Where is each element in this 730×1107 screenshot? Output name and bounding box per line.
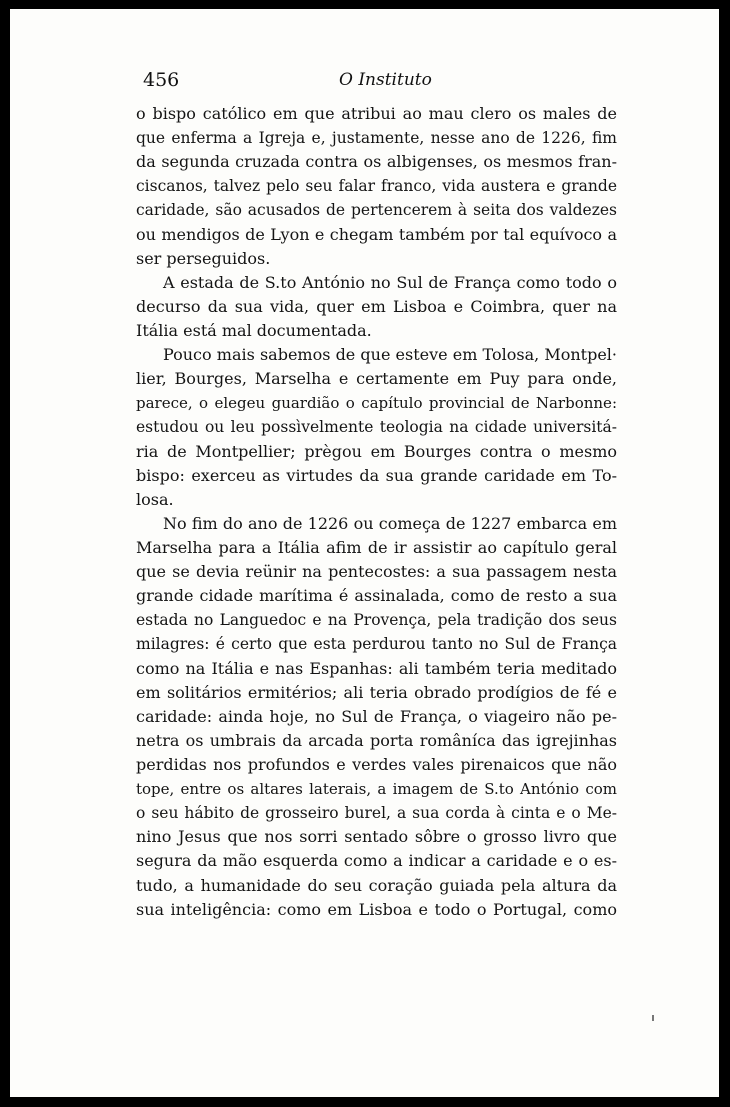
- text-line: grande cidade marítima é assinalada, como de resto a sua: [136, 586, 617, 606]
- text-line: tope, entre os altares laterais, a imagem de S.to António com: [136, 780, 617, 799]
- text-line: em solitários ermitérios; ali teria obrado prodígios de fé e: [136, 682, 617, 702]
- text-line: tudo, a humanidade do seu coração guiada pela altura da: [136, 875, 617, 895]
- page-header: [143, 69, 625, 99]
- text-line: da segunda cruzada contra os albigenses, os mesmos fran-: [136, 152, 617, 172]
- paragraph-start-line: Pouco mais sabemos de que esteve em Tolosa, Montpel·: [163, 345, 617, 365]
- text-line: parece, o elegeu guardião o capítulo provincial de Narbonne:: [136, 394, 617, 413]
- text-line: ou mendigos de Lyon e chegam também por tal equívoco a: [136, 224, 617, 244]
- text-line: caridade: ainda hoje, no Sul de França, o viageiro não pe-: [136, 706, 617, 726]
- text-line: o seu hábito de grosseiro burel, a sua corda à cinta e o Me-: [136, 804, 617, 823]
- paper-speck: [652, 1015, 654, 1021]
- text-line: losa.: [136, 489, 174, 509]
- text-line: ser perseguidos.: [136, 248, 271, 268]
- page-number: 456: [143, 69, 180, 91]
- text-line: caridade, são acusados de pertencerem à seita dos valdezes: [136, 201, 617, 220]
- text-line: como na Itália e nas Espanhas: ali também teria meditado: [136, 658, 617, 678]
- text-line: estada no Languedoc e na Provença, pela tradição dos seus: [136, 611, 617, 630]
- body-text: [136, 102, 617, 922]
- text-line: decurso da sua vida, quer em Lisboa e Coimbra, quer na: [136, 296, 617, 316]
- text-line: que enferma a Igreja e, justamente, nesse ano de 1226, fim: [136, 129, 617, 148]
- text-line: Itália está mal documentada.: [136, 320, 372, 340]
- text-line: Marselha para a Itália afim de ir assistir ao capítulo geral: [136, 537, 617, 557]
- paragraph-start-line: A estada de S.to António no Sul de França como todo o: [163, 272, 617, 292]
- text-line: bispo: exerceu as virtudes da sua grande caridade em To-: [136, 465, 617, 485]
- text-line: ria de Montpellier; prègou em Bourges contra o mesmo: [136, 441, 617, 461]
- text-line: lier, Bourges, Marselha e certamente em Puy para onde,: [136, 369, 617, 389]
- text-line: sua inteligência: como em Lisboa e todo o Portugal, como: [136, 899, 617, 919]
- text-line: ciscanos, talvez pelo seu falar franco, vida austera e grande: [136, 177, 617, 196]
- text-line: netra os umbrais da arcada porta româníca das igrejinhas: [136, 730, 617, 750]
- text-line: que se devia reünir na pentecostes: a sua passagem nesta: [136, 562, 617, 582]
- text-line: segura da mão esquerda como a indicar a caridade e o es-: [136, 851, 617, 871]
- text-line: perdidas nos profundos e verdes vales pirenaicos que não: [136, 754, 617, 774]
- running-title: O Instituto: [339, 70, 432, 90]
- text-line: milagres: é certo que esta perdurou tanto no Sul de França: [136, 635, 617, 654]
- text-line: o bispo católico em que atribui ao mau clero os males de: [136, 104, 617, 123]
- text-line: nino Jesus que nos sorri sentado sôbre o grosso livro que: [136, 827, 617, 847]
- text-line: estudou ou leu possìvelmente teologia na cidade universitá-: [136, 418, 617, 437]
- paragraph-start-line: No fim do ano de 1226 ou começa de 1227 embarca em: [163, 513, 617, 533]
